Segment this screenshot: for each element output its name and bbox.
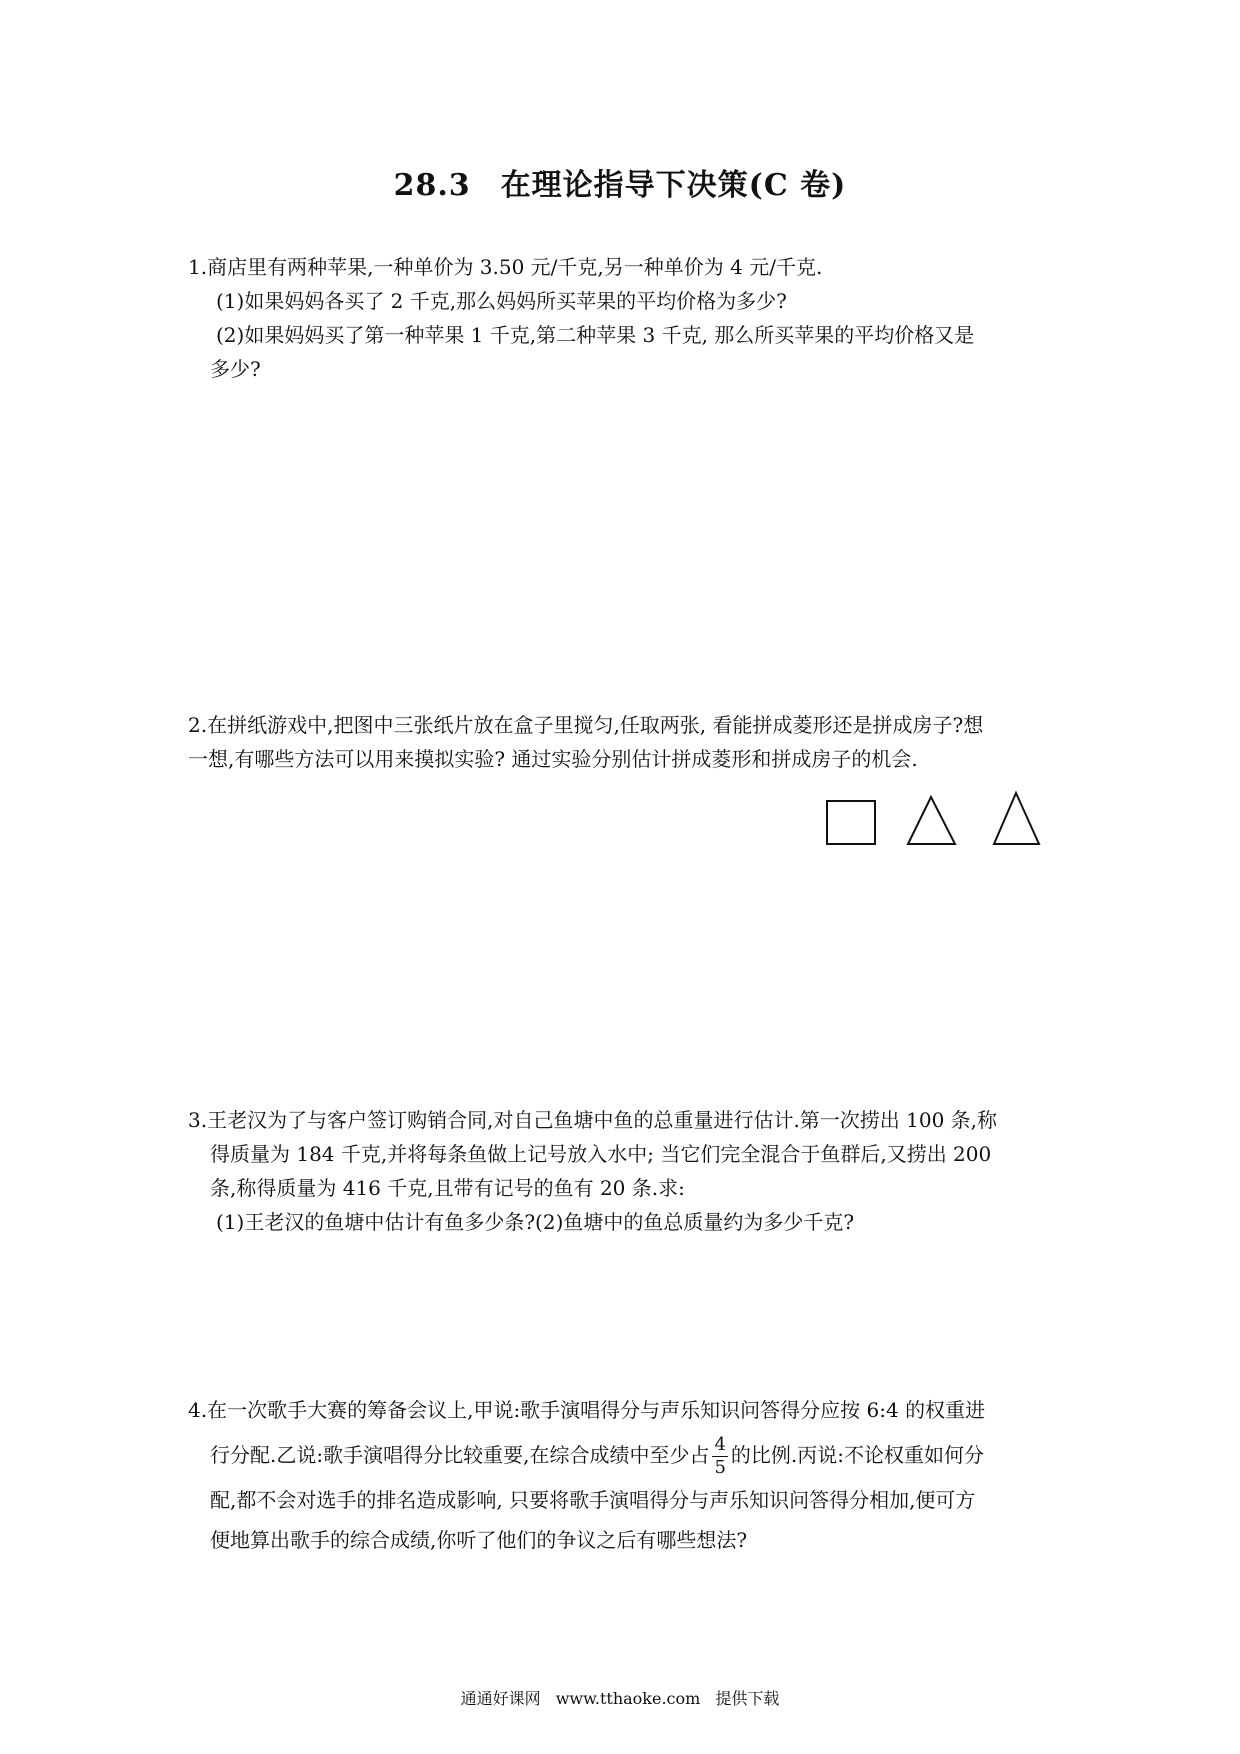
question-4-line-1: 4.在一次歌手大赛的筹备会议上,甲说:歌手演唱得分与声乐知识问答得分应按 6:4 的权重进 (188, 1398, 986, 1422)
footer (0, 1686, 1240, 1709)
footer-site-name: 通通好课网 (460, 1689, 541, 1708)
footer-suffix: 提供下载 (715, 1689, 780, 1708)
question-1 (188, 250, 1060, 386)
triangle-piece-1 (908, 797, 955, 844)
footer-url[interactable]: www.tthaoke.com (555, 1689, 701, 1708)
section-title: 在理论指导下决策(C 卷) (500, 168, 847, 203)
fraction (712, 1434, 727, 1479)
question-4-line-2 (188, 1430, 1060, 1480)
question-4-line-2-start: 行分配.乙说:歌手演唱得分比较重要,在综合成绩中至少占 (210, 1443, 710, 1467)
question-2-line-2: 一想,有哪些方法可以用来摸拟实验? 通过实验分别估计拼成菱形和拼成房子的机会. (188, 747, 918, 771)
paper-pieces-figure (820, 790, 1050, 850)
question-3 (188, 1103, 1060, 1239)
question-4-line-4: 便地算出歌手的综合成绩,你听了他们的争议之后有哪些想法? (210, 1528, 748, 1552)
question-3-line-4: (1)王老汉的鱼塘中估计有鱼多少条?(2)鱼塘中的鱼总质量约为多少千克? (216, 1210, 855, 1234)
question-4-line-2-end: 的比例.丙说:不论权重如何分 (730, 1443, 985, 1467)
section-number: 28.3 (393, 168, 471, 203)
question-1-part-1: (1)如果妈妈各买了 2 千克,那么妈妈所买苹果的平均价格为多少? (216, 289, 787, 313)
question-4 (188, 1390, 1060, 1560)
triangle-piece-2 (994, 793, 1039, 844)
fraction-numerator: 4 (714, 1434, 726, 1455)
square-piece (827, 801, 875, 844)
question-2-line-1: 2.在拼纸游戏中,把图中三张纸片放在盒子里搅匀,任取两张, 看能拼成菱形还是拼成房子?想 (188, 713, 984, 737)
question-3-line-1: 3.王老汉为了与客户签订购销合同,对自己鱼塘中鱼的总重量进行估计.第一次捞出 100 条,称 (188, 1108, 998, 1132)
question-4-line-3: 配,都不会对选手的排名造成影响, 只要将歌手演唱得分与声乐知识问答得分相加,便可方 (210, 1488, 976, 1512)
question-3-line-2: 得质量为 184 千克,并将每条鱼做上记号放入水中; 当它们完全混合于鱼群后,又捞出 200 (210, 1142, 992, 1166)
question-3-line-3: 条,称得质量为 416 千克,且带有记号的鱼有 20 条.求: (210, 1176, 685, 1200)
page-title (0, 160, 1240, 204)
fraction-denominator: 5 (714, 1457, 726, 1478)
question-2 (188, 708, 1060, 776)
question-1-part-2-cont: 多少? (210, 357, 261, 381)
question-1-part-2: (2)如果妈妈买了第一种苹果 1 千克,第二种苹果 3 千克, 那么所买苹果的平均价格又是 (216, 323, 975, 347)
question-1-stem: 1.商店里有两种苹果,一种单价为 3.50 元/千克,另一种单价为 4 元/千克. (188, 255, 823, 279)
